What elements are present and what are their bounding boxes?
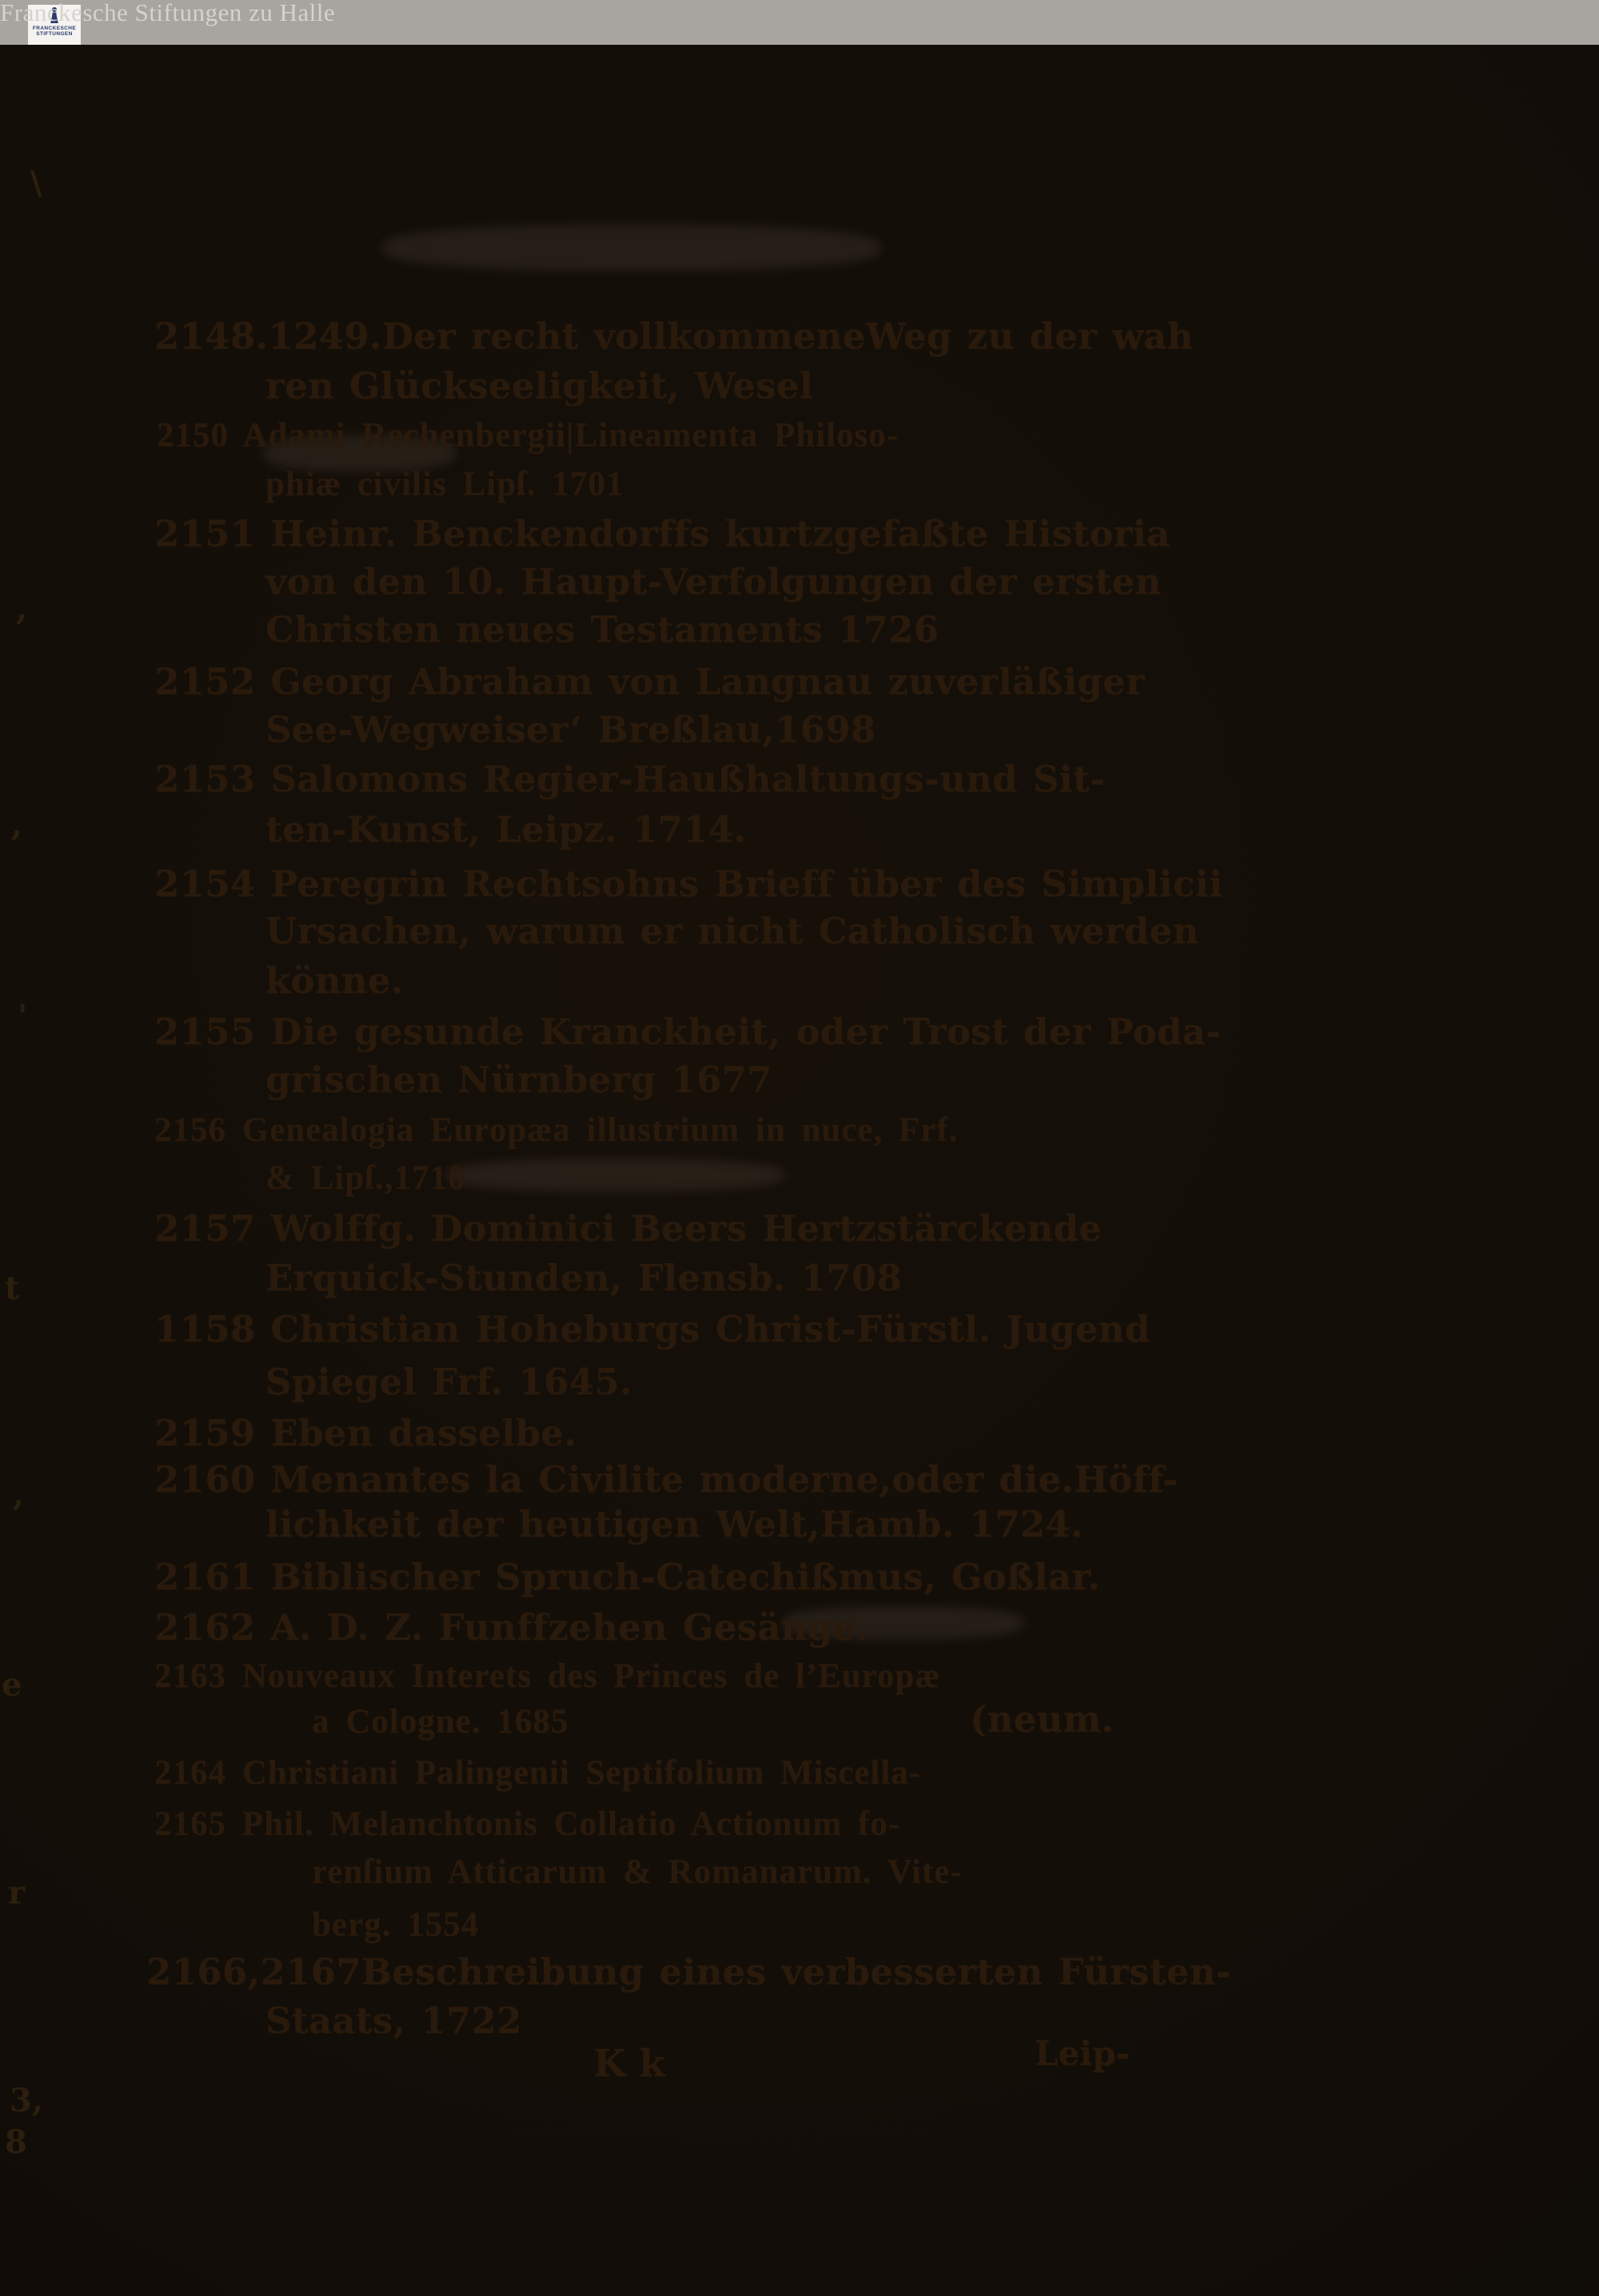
catalog-line: 2164 Christiani Palingenii Septifolium Miscella- bbox=[154, 1754, 922, 1792]
logo-text-line2: STIFTUNGEN bbox=[36, 31, 73, 38]
catchword: Leip- bbox=[1035, 2034, 1130, 2073]
margin-fragments bbox=[0, 0, 112, 2296]
catalog-line: ten-Kunst, Leipz. 1714. bbox=[265, 808, 747, 851]
catalog-line: 2159 Eben dasselbe. bbox=[154, 1412, 577, 1454]
catalog-line: 2162 A. D. Z. Funffzehen Gesänge. bbox=[154, 1606, 869, 1648]
margin-fragment: 3, bbox=[10, 2082, 43, 2119]
archive-footer-bar bbox=[0, 0, 1599, 45]
catalog-line: (neum. bbox=[970, 1698, 1115, 1740]
catalog-line: Erquick-Stunden, Flensb. 1708 bbox=[265, 1257, 903, 1299]
catalog-line: 2148.1249.Der recht vollkommeneWeg zu der wah bbox=[154, 315, 1194, 357]
showthrough-smudge bbox=[384, 225, 879, 270]
footer-label: Franckesche Stiftungen zu Halle bbox=[0, 0, 336, 26]
catalog-line: 2154 Peregrin Rechtsohns Brieff über des Simplicii bbox=[154, 863, 1223, 905]
catalog-line: 2153 Salomons Regier-Haußhaltungs-und Sit- bbox=[154, 758, 1106, 800]
catalog-line: lichkeit der heutigen Welt,Hamb. 1724. bbox=[265, 1503, 1084, 1545]
margin-fragment: t bbox=[5, 1270, 20, 1307]
catalog-line: könne. bbox=[265, 959, 404, 1002]
catalog-line: 2156 Genealogia Europæa illustrium in nuce, Frf. bbox=[154, 1111, 959, 1149]
catalog-line: grischen Nürnberg 1677 bbox=[265, 1058, 772, 1101]
catalog-line: 2152 Georg Abraham von Langnau zuverläßiger bbox=[154, 660, 1146, 703]
catalog-line: 2163 Nouveaux Interets des Princes de l’Europæ bbox=[154, 1657, 941, 1695]
catalog-line: phiæ civilis Lipſ. 1701 bbox=[265, 465, 624, 503]
catalog-line: 2165 Phil. Melanchtonis Collatio Actionum fo- bbox=[154, 1805, 901, 1843]
catalog-line: & Lipſ.,1710 bbox=[265, 1159, 466, 1197]
showthrough-smudge bbox=[264, 436, 456, 471]
catalog-line: 2150 Adami Rechenbergii|Lineamenta Philoso- bbox=[157, 417, 899, 454]
catalog-line: renſium Atticarum & Romanarum. Vite- bbox=[312, 1853, 963, 1891]
showthrough-smudge bbox=[784, 1607, 1023, 1639]
margin-fragment: , bbox=[16, 590, 27, 628]
margin-fragment: , bbox=[11, 806, 22, 843]
catalog-line: Spiegel Frf. 1645. bbox=[265, 1361, 632, 1403]
catalog-line: 2166,2167Beschreibung eines verbesserten Fürsten- bbox=[146, 1951, 1231, 1993]
margin-fragment: \ bbox=[30, 165, 42, 202]
catalog-line: 2155 Die gesunde Kranckheit, oder Trost der Poda- bbox=[154, 1010, 1222, 1053]
catalog-line: 1158 Christian Hoheburgs Christ-Fürstl. Jugend bbox=[154, 1308, 1150, 1350]
logo-text-line1: FRANCKESCHE bbox=[32, 26, 77, 31]
catalog-line: 2161 Biblischer Spruch-Catechißmus, Goßlar. bbox=[154, 1556, 1101, 1598]
margin-fragment: , bbox=[13, 1476, 24, 1513]
showthrough-smudge bbox=[448, 1159, 784, 1191]
catalog-line: Christen neues Testaments 1726 bbox=[265, 608, 939, 651]
quire-signature: K k bbox=[593, 2042, 665, 2086]
margin-fragment: r bbox=[8, 1874, 26, 1911]
catalog-line: a Cologne. 1685 bbox=[312, 1703, 569, 1740]
margin-fragment: ' bbox=[18, 998, 28, 1035]
catalog-line: 2151 Heinr. Benckendorffs kurtzgefaßte Historia bbox=[154, 512, 1170, 555]
catalog-line: 2160 Menantes la Civilite moderne,oder die.Höff- bbox=[154, 1458, 1178, 1501]
catalog-line: von den 10. Haupt-Verfolgungen der ersten bbox=[265, 560, 1162, 603]
catalog-line: 2157 Wolffg. Dominici Beers Hertzstärckende bbox=[154, 1207, 1103, 1250]
margin-fragment: 8 bbox=[5, 2123, 27, 2161]
catalog-line: Staats, 1722 bbox=[265, 1999, 522, 2042]
catalog-line: berg. 1554 bbox=[312, 1906, 480, 1943]
margin-fragment: e bbox=[2, 1666, 22, 1704]
catalog-line: Ursachen, warum er nicht Catholisch werden bbox=[265, 910, 1199, 952]
catalog-line: See-Wegweiser‘ Breßlau,1698 bbox=[265, 708, 876, 751]
catalog-line: ren Glückseeligkeit, Wesel bbox=[265, 365, 814, 407]
